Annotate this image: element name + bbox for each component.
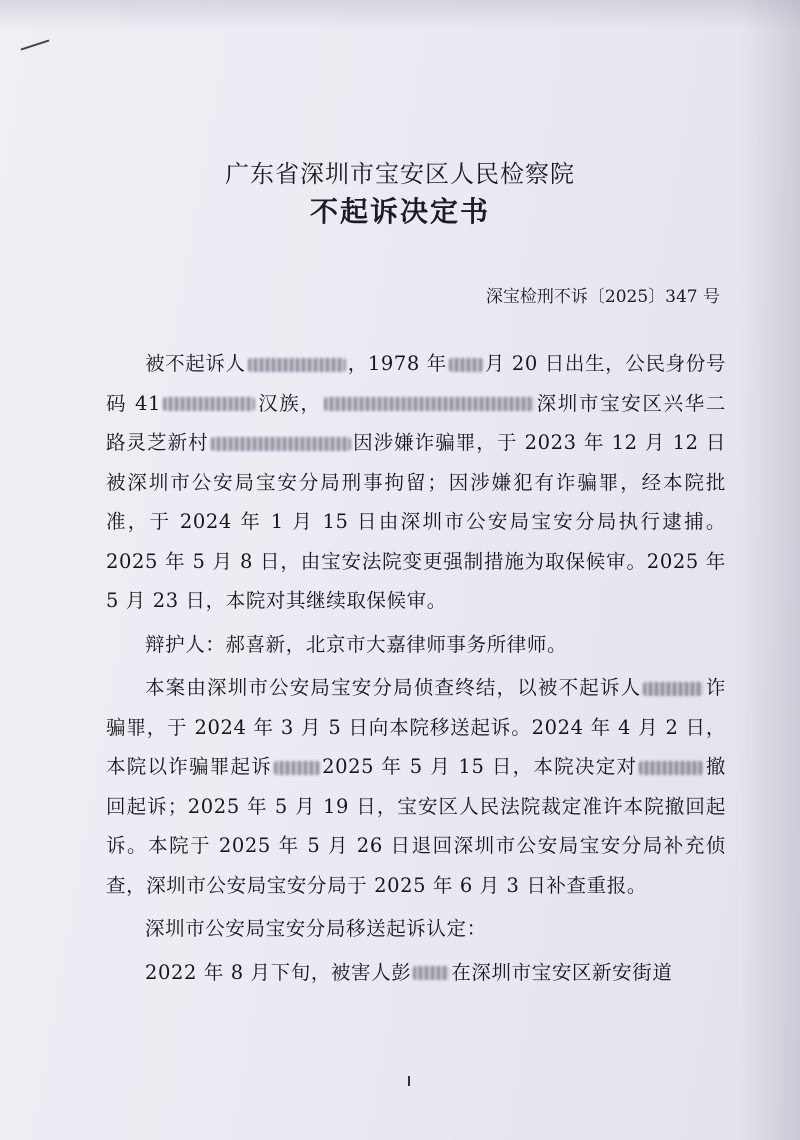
paragraph-text: 辩护人：郝喜新，北京市大嘉律师事务所律师。 — [145, 632, 568, 656]
body-paragraph — [106, 625, 726, 665]
redaction-blur — [274, 761, 320, 775]
document-body — [106, 344, 726, 992]
paragraph-text: 在深圳市宝安区新安街道 — [451, 960, 673, 984]
pen-mark — [20, 39, 49, 50]
paragraph-text: 被不起诉人 — [145, 352, 246, 375]
redaction-blur — [211, 437, 351, 451]
paragraph-text: 因涉嫌诈骗罪，于 2023 年 12 月 12 日被深圳市公安局宝安分局刑事拘留；因涉嫌犯有诈骗罪，经本院批准，于 2024 年 1 月 15 日由深圳市公安局宝安分局执行逮捕。2025 年 5 月 8 日，由宝安法院变更强制措施为取保候审。2025 年 5 月 23 日，本院对其继续取保候审。 — [106, 431, 726, 612]
document-number: 深宝检刑不诉〔2025〕347 号 — [485, 287, 720, 307]
paragraph-text: 2025 年 5 月 15 日，本院决定对 — [322, 755, 638, 778]
paragraph-text: ，1978 年 — [347, 352, 447, 375]
institution-name: 广东省深圳市宝安区人民检察院 — [225, 160, 575, 188]
paragraph-text: 2022 年 8 月下旬，被害人彭 — [145, 960, 412, 984]
redaction-blur — [248, 358, 346, 372]
document-title: 不起诉决定书 — [309, 195, 490, 228]
paragraph-text: 月 20 日出生，公民身份号码 41 — [106, 352, 726, 415]
redaction-blur — [639, 761, 703, 775]
paragraph-text: 深圳市宝安区兴华二路灵芝新村 — [106, 391, 726, 454]
body-paragraph — [106, 344, 726, 621]
body-paragraph — [106, 953, 726, 993]
redaction-blur — [449, 358, 483, 372]
redaction-blur — [324, 397, 534, 411]
paragraph-text: 汉族， — [257, 391, 322, 415]
body-paragraph — [106, 909, 726, 949]
redaction-blur — [643, 682, 703, 696]
paragraph-text: 诈骗罪，于 2024 年 3 月 5 日向本院移送起诉。2024 年 4 月 2 日，本院以诈骗罪起诉 — [106, 676, 726, 778]
page-shadow-top — [0, 0, 800, 30]
page-number-mark — [408, 1076, 410, 1086]
paragraph-text: 撤回起诉；2025 年 5 月 19 日，宝安区人民法院裁定准许本院撤回起诉。本院于 2025 年 5 月 26 日退回深圳市公安局宝安分局补充侦查，深圳市公安局宝安分局于 2025 年 6 月 3 日补查重报。 — [106, 755, 726, 897]
paragraph-text: 本案由深圳市公安局宝安分局侦查终结，以被不起诉人 — [145, 676, 642, 699]
paragraph-text: 深圳市公安局宝安分局移送起诉认定： — [145, 917, 487, 940]
redaction-blur — [413, 966, 449, 980]
body-paragraph — [106, 668, 726, 905]
redaction-blur — [163, 397, 255, 411]
